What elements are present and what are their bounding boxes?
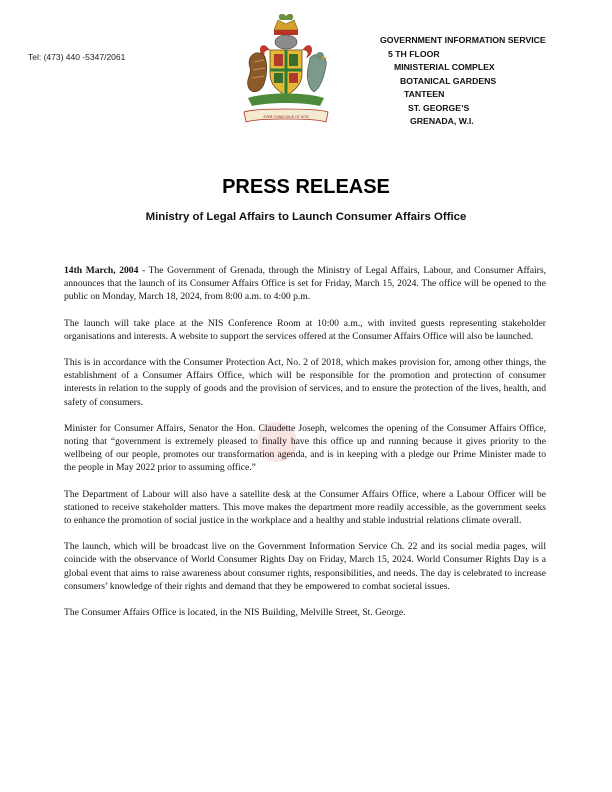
coat-of-arms-image <box>236 12 336 134</box>
paragraph: This is in accordance with the Consumer Protection Act, No. 2 of 2018, which makes provision for, among other things, the establishment of a Consumer Affairs Office, which will be responsible for the promotion and protection of consumer interests in relation to the supply of goods and the provision of services, and to ensure the protection of the lives, health, and safety of consumers. <box>64 357 546 408</box>
address-line: GOVERNMENT INFORMATION SERVICE <box>380 35 546 45</box>
address-line: GRENADA, W.I. <box>410 116 474 126</box>
address-block <box>380 34 546 129</box>
paragraph: The launch, which will be broadcast live on the Government Information Service Ch. 22 and its social media pages, will coincide with the observance of World Consumer Rights Day on Friday, March 15, 2024. World Consumer Rights Day is a global event that aims to raise awareness about consumer rights, responsibilities, and needs. The day is celebrated to increase consumers’ knowledge of their rights and demand that they be empowered to combat societal issues. <box>64 541 546 592</box>
paragraph <box>64 264 546 304</box>
paragraph: The Consumer Affairs Office is located, in the NIS Building, Melville Street, St. George. <box>64 607 406 619</box>
press-release-body <box>64 264 546 632</box>
address-line: ST. GEORGE’S <box>408 102 470 113</box>
dateline: 14th March, 2004 <box>64 265 139 276</box>
paragraph-text: - The Government of Grenada, through the Ministry of Legal Affairs, Labour, and Consumer Affairs, announces that the launch of its Consumer Affairs Office is set for Friday, March 15, 2024. The office will be opened to the public on Monday, March 18, 2024, from 8:00 a.m. to 4:00 p.m. <box>64 265 546 303</box>
paragraph: Minister for Consumer Affairs, Senator the Hon. Claudette Joseph, welcomes the opening of the Consumer Affairs Office, noting that “government is extremely pleased to finally have this office up and running because it gives priority to the wellbeing of our people, promotes our transformation agenda, and is in keeping with a pledge our Prime Minister made to the people in May 2022 prior to assuming office.” <box>64 422 546 474</box>
telephone-number: Tel: (473) 440 -5347/2061 <box>28 52 126 62</box>
page-subtitle: Ministry of Legal Affairs to Launch Consumer Affairs Office <box>145 211 467 223</box>
address-line: TANTEEN <box>404 89 445 99</box>
address-line: BOTANICAL GARDENS <box>400 75 497 86</box>
address-line: 5 TH FLOOR <box>388 48 440 59</box>
paragraph: The Department of Labour will also have a satellite desk at the Consumer Affairs Office, where a Labour Officer will be stationed to receive stakeholder matters. This move makes the department more readily accessible, as the government seeks to enhance the promotion of social justice in the workplace and a healthy and stable industrial relations climate overall. <box>64 488 546 527</box>
paragraph: The launch will take place at the NIS Conference Room at 10:00 a.m., with invited guests representing stakeholder organisations and interests. A website to support the services offered at the Consumer Affairs Office will also be launched. <box>64 317 546 342</box>
page-title: PRESS RELEASE <box>222 176 390 198</box>
svg-text:EVER CONSCIOUS OF GOD: EVER CONSCIOUS OF GOD <box>263 115 309 119</box>
address-line: MINISTERIAL COMPLEX <box>394 62 495 72</box>
